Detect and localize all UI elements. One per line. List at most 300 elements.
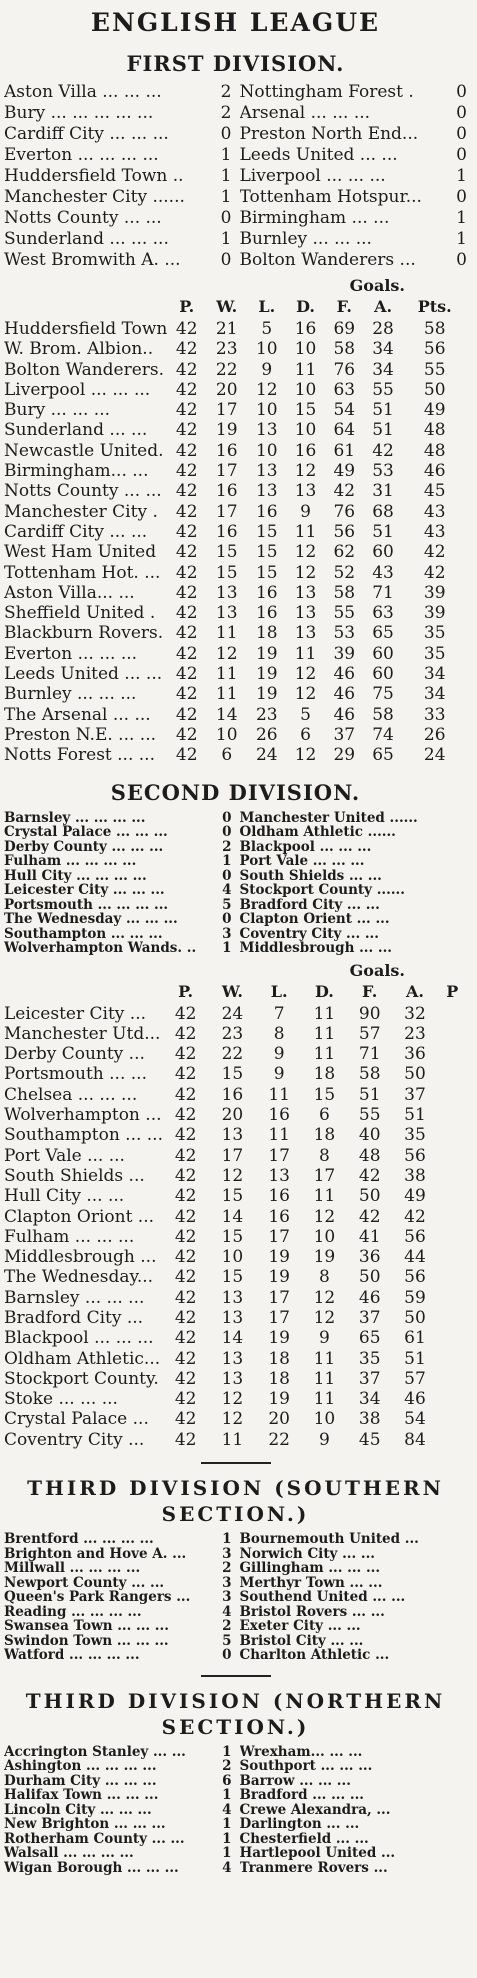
result-row	[4, 840, 467, 855]
away-team: Exeter City ... ...	[239, 1619, 361, 1634]
stat-cell: 16	[215, 440, 238, 461]
away-score	[453, 941, 467, 956]
away-score: 0	[456, 145, 467, 165]
home-score: 0	[222, 809, 232, 826]
stat-cell: 10	[255, 400, 278, 421]
home-score: 1	[220, 166, 232, 186]
away-team: Wrexham... ... ...	[239, 1744, 363, 1760]
home-team: Accrington Stanley ... ...	[4, 1744, 186, 1760]
home-team: The Wednesday ... ... ...	[4, 912, 178, 927]
stat-cell: 50	[423, 379, 446, 400]
stat-cell	[438, 1004, 467, 1024]
stat-cell: 76	[333, 501, 356, 522]
stat-cell: 42	[174, 1368, 197, 1389]
third-south-section	[4, 1476, 467, 1663]
stat-cell: 12	[221, 1409, 244, 1430]
first-division-heading: FIRST DIVISION.	[126, 51, 345, 76]
table-row	[4, 1349, 467, 1369]
stat-cell: 19	[268, 1267, 290, 1288]
stat-cell: 6	[319, 1105, 330, 1126]
stat-cell: 57	[404, 1368, 426, 1389]
stat-cell: 15	[221, 1267, 244, 1288]
table-row	[4, 1288, 467, 1308]
home-score: 0	[220, 250, 232, 270]
stat-cell: 58	[423, 319, 446, 339]
stat-cell: 14	[221, 1206, 244, 1227]
table-row	[4, 1186, 467, 1206]
section-divider	[201, 1675, 271, 1677]
away-score	[453, 883, 467, 898]
stat-cell	[438, 1369, 467, 1389]
stat-cell: 15	[215, 562, 238, 583]
stat-cell: 5	[300, 704, 311, 725]
home-score: 5	[222, 896, 232, 913]
team-name: Newcastle United.	[4, 440, 164, 461]
home-team: Fulham ... ... ... ...	[4, 854, 137, 869]
result-row	[4, 1590, 467, 1605]
team-name: Oldham Athletic...	[4, 1348, 161, 1369]
stat-cell: 19	[313, 1247, 336, 1268]
stat-cell	[438, 1146, 467, 1166]
team-name: Crystal Palace ...	[4, 1409, 149, 1430]
away-team: Liverpool ... ... ...	[239, 166, 386, 186]
home-team: Queen's Park Rangers ...	[4, 1590, 191, 1605]
stat-cell: 50	[404, 1064, 426, 1085]
home-score: 0	[222, 1647, 232, 1664]
stat-cell: 19	[268, 1389, 290, 1410]
stat-cell: 51	[372, 400, 394, 421]
home-score: 4	[222, 1801, 232, 1818]
stat-cell: 12	[294, 664, 317, 685]
home-team: Millwall ... ... ... ...	[4, 1561, 141, 1576]
stat-cell: 18	[268, 1368, 290, 1389]
team-name: The Arsenal ... ...	[4, 704, 151, 725]
home-team: Wigan Borough ... ... ...	[4, 1860, 179, 1876]
stat-cell: 26	[255, 724, 278, 745]
stat-cell: 58	[372, 704, 394, 725]
stat-cell: 43	[372, 562, 394, 583]
team-name: Aston Villa... ...	[4, 582, 135, 603]
stat-cell: 10	[294, 339, 317, 360]
away-team: Bradford City ... ...	[239, 897, 380, 913]
column-header: L.	[258, 297, 276, 316]
result-row	[4, 811, 467, 826]
stat-cell: 10	[294, 379, 317, 400]
stat-cell: 19	[255, 664, 278, 685]
second-division-section	[4, 780, 467, 1451]
table-row	[4, 644, 467, 664]
stat-cell: 13	[255, 481, 278, 502]
stat-cell: 15	[221, 1226, 244, 1247]
stat-cell: 65	[372, 623, 394, 644]
team-name: Hull City ... ...	[4, 1186, 125, 1207]
team-name: Sheffield United .	[4, 603, 156, 624]
away-score	[453, 869, 467, 884]
stat-cell: 13	[294, 623, 317, 644]
stat-cell: 61	[404, 1328, 426, 1349]
stat-cell: 42	[175, 582, 198, 603]
stat-cell: 54	[404, 1409, 426, 1430]
team-name: West Ham United	[4, 542, 157, 563]
away-team: Southport ... ... ...	[239, 1759, 373, 1774]
result-row	[4, 825, 467, 840]
stat-cell: 42	[175, 400, 198, 421]
stat-cell: 42	[372, 440, 394, 461]
stat-cell: 62	[333, 542, 356, 563]
stat-cell: 42	[358, 1165, 381, 1186]
team-name: Blackpool ... ... ...	[4, 1328, 154, 1349]
second-division-table	[4, 980, 467, 1451]
result-row	[4, 208, 467, 229]
stat-cell: 42	[358, 1206, 381, 1227]
table-row	[4, 603, 467, 623]
stat-cell: 7	[273, 1003, 285, 1024]
stat-cell: 50	[358, 1186, 381, 1207]
stat-cell: 17	[215, 400, 238, 421]
stat-cell: 17	[215, 461, 238, 482]
away-team: Stockport County ......	[239, 883, 405, 898]
away-score: 1	[456, 208, 467, 228]
home-score: 1	[222, 940, 232, 957]
stat-cell: 46	[404, 1389, 426, 1410]
away-score: 0	[456, 124, 467, 144]
stat-cell: 6	[221, 745, 233, 766]
away-score: 0	[456, 103, 467, 123]
stat-cell: 39	[333, 643, 356, 664]
result-row	[4, 145, 467, 166]
team-name: Wolverhampton ...	[4, 1105, 162, 1126]
stat-cell	[438, 1267, 467, 1287]
stat-cell: 13	[215, 603, 238, 624]
home-team: Aston Villa ... ... ...	[4, 82, 162, 102]
table-row	[4, 1064, 467, 1084]
table-row	[4, 441, 467, 461]
stat-cell	[438, 1288, 467, 1308]
stat-cell	[438, 1328, 467, 1348]
stat-cell: 15	[221, 1064, 244, 1085]
team-name: Chelsea ... ... ...	[4, 1084, 138, 1105]
home-team: Ashington ... ... ... ...	[4, 1759, 157, 1774]
home-score: 3	[222, 1574, 232, 1591]
home-team: Durham City ... ... ...	[4, 1773, 157, 1789]
stat-cell: 8	[273, 1023, 285, 1044]
team-name: Bolton Wanderers.	[4, 359, 165, 380]
team-name: Stockport County.	[4, 1368, 159, 1389]
third-north-subheading: SECTION.)	[161, 1714, 310, 1739]
stat-cell: 12	[313, 1206, 336, 1227]
stat-cell: 42	[175, 724, 198, 745]
home-score: 1	[222, 1787, 232, 1804]
away-team: Burnley ... ... ...	[239, 229, 372, 249]
column-header: W.	[221, 981, 243, 1001]
team-name: Liverpool ... ... ...	[4, 379, 151, 400]
stat-cell: 42	[174, 1186, 197, 1207]
team-name: South Shields ...	[4, 1165, 145, 1186]
home-team: Lincoln City ... ... ...	[4, 1802, 152, 1818]
away-score	[453, 1547, 467, 1562]
stat-cell: 33	[423, 704, 446, 725]
stat-cell: 37	[358, 1368, 381, 1389]
stat-cell: 42	[175, 461, 198, 482]
column-header: P.	[179, 297, 195, 316]
stat-cell: 48	[423, 420, 446, 441]
table-row	[4, 1207, 467, 1227]
stat-cell	[438, 1409, 467, 1429]
stat-cell: 13	[221, 1307, 244, 1328]
third-south-subheading: SECTION.)	[161, 1502, 310, 1527]
stat-cell: 55	[333, 603, 356, 624]
stat-cell: 34	[372, 339, 394, 360]
stat-cell: 42	[175, 684, 198, 705]
stat-cell: 12	[313, 1287, 336, 1308]
stat-cell: 65	[358, 1328, 381, 1349]
stat-cell: 58	[333, 582, 356, 603]
away-team: Bristol Rovers ... ...	[239, 1604, 385, 1620]
stat-cell: 37	[404, 1084, 426, 1105]
stat-cell: 34	[423, 664, 446, 685]
second-division-results	[4, 811, 467, 956]
away-score: 1	[456, 166, 467, 186]
away-team: Port Vale ... ... ...	[239, 854, 365, 869]
team-name: Coventry City ...	[4, 1429, 145, 1450]
away-score	[453, 1532, 467, 1547]
stat-cell: 11	[294, 359, 317, 380]
stat-cell: 42	[333, 481, 356, 502]
table-row	[4, 1308, 467, 1328]
table-row	[4, 1409, 467, 1429]
stat-cell: 18	[255, 623, 278, 644]
stat-cell: 57	[358, 1023, 381, 1044]
first-goals-label: Goals.	[349, 276, 405, 295]
column-header: A.	[405, 981, 424, 1001]
stat-cell: 51	[358, 1084, 381, 1105]
stat-cell: 11	[215, 684, 238, 705]
stat-cell: 32	[404, 1003, 426, 1024]
home-score: 2	[222, 1560, 232, 1577]
away-team: Barrow ... ... ...	[239, 1773, 351, 1789]
stat-cell: 14	[221, 1328, 244, 1349]
result-row	[4, 124, 467, 145]
stat-cell: 59	[404, 1287, 426, 1308]
column-header: Pts.	[417, 297, 452, 316]
team-name: Leeds United ... ...	[4, 664, 163, 685]
home-team: Notts County ... ...	[4, 208, 162, 228]
stat-cell	[438, 1105, 467, 1125]
stat-cell: 42	[174, 1165, 197, 1186]
table-row	[4, 1328, 467, 1348]
team-name: Birmingham... ...	[4, 461, 149, 482]
home-team: Everton ... ... ... ...	[4, 145, 159, 165]
away-score	[453, 1648, 467, 1663]
result-row	[4, 1619, 467, 1634]
team-name: Portsmouth ... ...	[4, 1064, 147, 1085]
stat-cell	[438, 1247, 467, 1267]
stat-cell	[438, 1430, 467, 1450]
stat-cell: 12	[294, 461, 317, 482]
stat-cell: 21	[215, 319, 238, 339]
table-row	[4, 1369, 467, 1389]
stat-cell: 39	[423, 603, 446, 624]
stat-cell: 42	[174, 1409, 197, 1430]
stat-cell: 14	[215, 704, 238, 725]
table-row	[4, 1125, 467, 1145]
stat-cell: 64	[333, 420, 356, 441]
result-row	[4, 250, 467, 271]
stat-cell: 13	[268, 1165, 290, 1186]
stat-cell: 16	[268, 1186, 290, 1207]
away-score: 0	[456, 187, 467, 207]
stat-cell: 42	[174, 1328, 197, 1349]
away-score	[453, 1590, 467, 1605]
column-header: D.	[314, 981, 334, 1001]
stat-cell: 11	[313, 1186, 336, 1207]
stat-cell	[438, 1389, 467, 1409]
away-score	[453, 912, 467, 927]
away-team: Blackpool ... ... ...	[239, 839, 372, 855]
third-north-section	[4, 1689, 467, 1876]
result-row	[4, 1576, 467, 1591]
stat-cell: 55	[423, 359, 446, 380]
stat-cell: 29	[333, 745, 356, 766]
stat-cell: 18	[313, 1064, 336, 1085]
home-team: Southampton ... ... ...	[4, 926, 163, 942]
stat-cell: 42	[423, 562, 446, 583]
stat-cell: 16	[294, 440, 317, 461]
stat-cell: 16	[255, 603, 278, 624]
third-north-results	[4, 1745, 467, 1876]
team-name: Manchester Utd...	[4, 1023, 161, 1044]
team-name: Bradford City ...	[4, 1307, 144, 1328]
stat-cell: 12	[255, 379, 278, 400]
stat-cell: 42	[174, 1003, 197, 1024]
stat-cell: 60	[372, 643, 394, 664]
stat-cell: 42	[175, 319, 198, 339]
stat-cell: 34	[423, 684, 446, 705]
column-header: L.	[270, 981, 288, 1001]
stat-cell: 13	[221, 1348, 244, 1369]
stat-cell: 10	[294, 420, 317, 441]
table-row	[4, 1430, 467, 1450]
result-row	[4, 166, 467, 187]
stat-cell: 42	[174, 1125, 197, 1146]
stat-cell: 51	[372, 420, 394, 441]
home-team: Swansea Town ... ... ...	[4, 1619, 169, 1634]
stat-cell: 23	[221, 1023, 244, 1044]
away-team: Chesterfield ... ...	[239, 1831, 369, 1847]
stat-cell: 6	[300, 724, 311, 745]
team-name: Stoke ... ... ...	[4, 1389, 118, 1410]
stat-cell: 11	[268, 1084, 290, 1105]
stat-cell: 9	[300, 501, 311, 522]
team-name: Huddersfield Town	[4, 319, 168, 339]
stat-cell: 24	[423, 745, 446, 766]
stat-cell: 16	[215, 521, 238, 542]
stat-cell: 11	[215, 623, 238, 644]
stat-cell: 11	[313, 1389, 336, 1410]
stat-cell: 75	[372, 684, 394, 705]
home-score: 0	[220, 208, 232, 228]
stat-cell: 42	[175, 745, 198, 766]
stat-cell: 40	[358, 1125, 381, 1146]
home-score: 1	[222, 1816, 232, 1833]
stat-cell: 53	[372, 461, 394, 482]
home-score: 3	[222, 925, 232, 942]
stat-cell: 42	[175, 420, 198, 441]
table-row	[4, 1024, 467, 1044]
stat-cell: 51	[372, 521, 394, 542]
stat-cell: 15	[221, 1186, 244, 1207]
stat-cell	[438, 1186, 467, 1206]
home-team: West Bromwith A. ...	[4, 250, 181, 270]
stat-cell	[438, 1064, 467, 1084]
away-team: Coventry City ... ...	[239, 926, 379, 942]
stat-cell: 20	[221, 1105, 244, 1126]
team-name: Fulham ... ... ...	[4, 1226, 135, 1247]
stat-cell: 15	[255, 521, 278, 542]
stat-cell: 15	[255, 542, 278, 563]
stat-cell: 49	[404, 1186, 426, 1207]
team-name: Bury ... ... ...	[4, 400, 111, 421]
away-team: Bradford ... ... ...	[239, 1788, 364, 1803]
team-name: Leicester City ...	[4, 1003, 147, 1024]
table-row	[4, 725, 467, 745]
stat-cell: 43	[423, 501, 446, 522]
stat-cell: 42	[175, 643, 198, 664]
result-row	[4, 1648, 467, 1663]
stat-cell: 74	[372, 724, 394, 745]
away-score	[453, 1759, 467, 1774]
home-team: Huddersfield Town ..	[4, 166, 184, 186]
stat-cell: 48	[423, 440, 446, 461]
table-row	[4, 623, 467, 643]
away-team: Arsenal ... ... ...	[239, 103, 371, 123]
stat-cell: 56	[404, 1226, 426, 1247]
home-score: 2	[222, 838, 232, 855]
away-team: Birmingham ... ...	[239, 208, 390, 228]
result-row	[4, 883, 467, 898]
away-team: Southend United ... ...	[239, 1590, 406, 1605]
stat-cell: 46	[333, 664, 356, 685]
table-row	[4, 705, 467, 725]
result-row	[4, 1759, 467, 1774]
away-team: Charlton Athletic ...	[239, 1648, 390, 1663]
stat-cell: 63	[333, 379, 356, 400]
stat-cell: 68	[372, 501, 394, 522]
table-row	[4, 1247, 467, 1267]
stat-cell: 13	[215, 582, 238, 603]
stat-cell: 22	[221, 1044, 244, 1065]
away-score	[453, 840, 467, 855]
away-score	[453, 927, 467, 942]
stat-cell: 54	[333, 400, 356, 421]
stat-cell: 42	[404, 1206, 426, 1227]
stat-cell: 38	[358, 1409, 381, 1430]
away-team: Darlington ... ...	[239, 1817, 360, 1832]
stat-cell: 13	[294, 582, 317, 603]
stat-cell	[438, 1308, 467, 1328]
stat-cell: 19	[268, 1247, 290, 1268]
home-team: Barnsley ... ... ... ...	[4, 810, 146, 826]
home-score: 3	[222, 1545, 232, 1562]
team-name: Preston N.E. ... ...	[4, 724, 157, 745]
stat-cell: 11	[313, 1044, 336, 1065]
home-team: Sunderland ... ... ...	[4, 229, 169, 249]
stat-cell: 50	[358, 1267, 381, 1288]
home-team: Swindon Town ... ... ...	[4, 1633, 169, 1649]
home-score: 1	[222, 1830, 232, 1847]
home-team: Walsall ... ... ... ...	[4, 1846, 134, 1861]
away-score: 1	[456, 229, 467, 249]
